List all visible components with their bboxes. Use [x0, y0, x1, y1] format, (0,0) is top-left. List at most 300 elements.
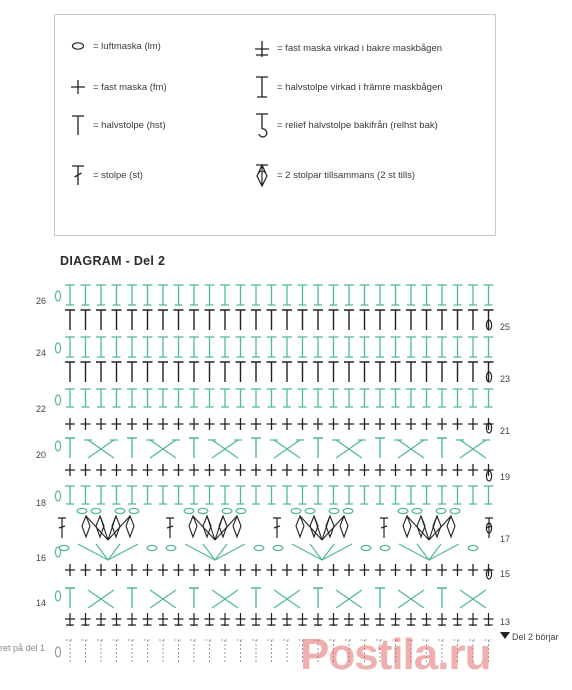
legend-label: = fast maska (fm)	[93, 81, 167, 93]
row-number-left: 24	[35, 348, 46, 358]
hdc-symbol	[406, 362, 416, 382]
hdc-front-loop-symbol	[158, 285, 168, 305]
dc-symbol	[273, 518, 281, 538]
hdc-front-loop-symbol	[313, 285, 323, 305]
hdc-front-loop-symbol	[205, 285, 215, 305]
chain-symbol	[329, 508, 339, 513]
hdc-front-loop-symbol	[484, 389, 494, 407]
hdc-front-loop-symbol	[360, 389, 370, 407]
previous-row-symbol	[128, 640, 136, 662]
hdc-front-loop-symbol	[329, 486, 339, 504]
hdc-symbol	[267, 310, 277, 330]
hdc-front-loop-symbol	[375, 486, 385, 504]
hdc-front-loop-symbol	[391, 285, 401, 305]
sc-symbol	[437, 564, 447, 576]
sc-symbol	[391, 464, 401, 476]
sc-symbol	[205, 564, 215, 576]
sc-symbol	[313, 564, 323, 576]
legend-label: = halvstolpe virkad i främre maskbågen	[277, 81, 443, 93]
hdc-front-loop-symbol	[81, 389, 91, 407]
hdc-front-loop-symbol	[360, 486, 370, 504]
hdc-front-loop-symbol	[406, 285, 416, 305]
hdc-symbol	[313, 310, 323, 330]
hdc-front-loop-symbol	[251, 285, 261, 305]
sc-symbol	[313, 464, 323, 476]
previous-row-symbol	[175, 640, 183, 662]
sc-symbol	[174, 564, 184, 576]
row-number-right: 15	[500, 569, 511, 579]
hdc-front-loop-symbol	[174, 337, 184, 357]
sc-symbol	[453, 464, 463, 476]
hdc-front-loop-symbol	[143, 486, 153, 504]
sc-symbol	[267, 564, 277, 576]
sc-back-loop-symbol	[96, 613, 106, 626]
hdc-front-loop-symbol	[298, 337, 308, 357]
watermark-logo: Postila.ru	[300, 630, 491, 679]
hdc-front-loop-symbol	[360, 285, 370, 305]
sc-symbol	[143, 564, 153, 576]
hdc-front-loop-symbol	[205, 389, 215, 407]
hdc-front-loop-symbol	[189, 285, 199, 305]
hdc-symbol	[313, 588, 323, 608]
hdc-front-loop-symbol	[329, 389, 339, 407]
hdc-front-loop-symbol	[453, 285, 463, 305]
sc-symbol	[205, 464, 215, 476]
hdc-front-loop-symbol	[143, 337, 153, 357]
hdc-front-loop-symbol	[251, 389, 261, 407]
hdc-front-loop-symbol	[298, 285, 308, 305]
chain-symbol	[129, 508, 139, 513]
hdc-front-loop-symbol	[127, 486, 137, 504]
sc-symbol	[468, 418, 478, 430]
chain-symbol	[184, 508, 194, 513]
hdc-front-loop-symbol	[174, 389, 184, 407]
sc-symbol	[391, 418, 401, 430]
sc-back-loop-symbol	[65, 613, 75, 626]
hdc-symbol	[65, 438, 75, 458]
note-previous-part: ret på del 1	[0, 643, 46, 653]
hdc-front-loop-symbol	[96, 337, 106, 357]
sc-symbol	[112, 564, 122, 576]
crossed-stitch-symbol	[398, 590, 424, 608]
sc-symbol	[65, 464, 75, 476]
chain-symbol	[398, 508, 408, 513]
hdc-front-loop-symbol	[313, 486, 323, 504]
sc-symbol	[344, 418, 354, 430]
crossed-stitch-symbol	[146, 440, 180, 458]
hdc-symbol	[360, 362, 370, 382]
sc-symbol	[65, 418, 75, 430]
sc-back-loop-symbol	[360, 613, 370, 626]
hdc-symbol	[437, 310, 447, 330]
chain-symbol	[468, 545, 478, 550]
crossed-stitch-symbol	[270, 440, 304, 458]
row-number-left: 18	[35, 498, 46, 508]
sc-back-loop-symbol	[220, 613, 230, 626]
hdc-symbol	[127, 438, 137, 458]
chain-symbol	[91, 508, 101, 513]
sc-back-loop-symbol	[112, 613, 122, 626]
hdc-front-loop-symbol	[453, 337, 463, 357]
hdc-front-loop-symbol	[65, 486, 75, 504]
hdc-symbol	[236, 362, 246, 382]
hdc-front-loop-symbol	[437, 285, 447, 305]
hdc-front-loop-symbol	[96, 285, 106, 305]
previous-row-symbol	[159, 640, 167, 662]
turning-chain-symbol	[55, 395, 60, 405]
previous-row-symbol	[97, 640, 105, 662]
hdc-front-loop-symbol	[81, 486, 91, 504]
hdc-symbol	[189, 362, 199, 382]
sc-symbol	[298, 464, 308, 476]
hdc-front-loop-symbol	[406, 486, 416, 504]
sc-back-loop-symbol	[468, 613, 478, 626]
hdc-front-loop-symbol	[375, 337, 385, 357]
sc-symbol	[251, 464, 261, 476]
hdc-front-loop-symbol	[437, 337, 447, 357]
hdc-symbol	[313, 362, 323, 382]
hdc-symbol	[375, 588, 385, 608]
hdc-symbol	[81, 362, 91, 382]
sc-symbol	[329, 464, 339, 476]
hdc-front-loop-symbol	[158, 337, 168, 357]
turning-chain-symbol	[55, 343, 60, 353]
hdc-front-loop-symbol	[484, 337, 494, 357]
hdc-front-loop-symbol	[189, 337, 199, 357]
hdc-symbol	[422, 310, 432, 330]
hdc-symbol	[468, 362, 478, 382]
legend-label: = fast maska virkad i bakre maskbågen	[277, 42, 443, 54]
row-number-right: 23	[500, 374, 511, 384]
hdc-symbol	[329, 310, 339, 330]
start-arrow-icon	[500, 632, 510, 639]
sc-symbol	[453, 418, 463, 430]
hdc-front-loop-symbol	[236, 337, 246, 357]
sc-symbol	[236, 564, 246, 576]
hdc-symbol	[127, 362, 137, 382]
chain-symbol	[450, 508, 460, 513]
sc-back-loop-symbol	[189, 613, 199, 626]
hdc-symbol	[174, 310, 184, 330]
hdc-front-loop-symbol	[127, 389, 137, 407]
sc-symbol	[189, 564, 199, 576]
hdc-front-loop-symbol	[96, 486, 106, 504]
sc-symbol	[267, 464, 277, 476]
sc-symbol	[406, 418, 416, 430]
sc-symbol	[282, 564, 292, 576]
hdc-front-loop-symbol	[174, 486, 184, 504]
sc-symbol	[81, 464, 91, 476]
sc-symbol	[236, 464, 246, 476]
sc-symbol	[375, 418, 385, 430]
sc-symbol	[360, 418, 370, 430]
sc-symbol	[158, 564, 168, 576]
previous-row-symbol	[144, 640, 152, 662]
sc-symbol	[422, 564, 432, 576]
legend-label: = halvstolpe (hst)	[93, 119, 166, 131]
sc-back-loop-symbol	[174, 613, 184, 626]
sc-symbol	[437, 418, 447, 430]
sc-symbol	[468, 564, 478, 576]
hdc-symbol	[344, 362, 354, 382]
hdc-front-loop-symbol	[313, 337, 323, 357]
hdc-front-loop-symbol	[422, 337, 432, 357]
hdc-symbol	[391, 362, 401, 382]
sc-symbol	[360, 564, 370, 576]
hdc-symbol	[360, 310, 370, 330]
hdc-front-loop-symbol	[267, 337, 277, 357]
hdc-symbol	[251, 310, 261, 330]
hdc-symbol	[282, 362, 292, 382]
hdc-symbol	[251, 438, 261, 458]
row-number-left: 16	[35, 553, 46, 563]
sc-symbol	[158, 464, 168, 476]
hdc-symbol	[143, 310, 153, 330]
hdc-front-loop-symbol	[344, 337, 354, 357]
chain-symbol	[436, 508, 446, 513]
hdc-front-loop-symbol	[344, 285, 354, 305]
sc-symbol	[236, 418, 246, 430]
hdc-front-loop-symbol	[329, 285, 339, 305]
sc-symbol	[205, 418, 215, 430]
crossed-stitch-symbol	[332, 440, 366, 458]
sc-symbol	[267, 418, 277, 430]
hdc-front-loop-symbol	[282, 389, 292, 407]
hdc-symbol	[127, 310, 137, 330]
hdc-front-loop-symbol	[437, 486, 447, 504]
chain-symbol	[305, 508, 315, 513]
previous-row-symbol	[206, 640, 214, 662]
sc-symbol	[360, 464, 370, 476]
crossed-stitch-symbol	[456, 440, 490, 458]
sc-back-loop-symbol	[344, 613, 354, 626]
sc-back-loop-symbol	[236, 613, 246, 626]
hdc-front-loop-symbol	[81, 285, 91, 305]
hdc-front-loop-symbol	[267, 486, 277, 504]
dc-symbol	[58, 518, 66, 538]
sc-symbol	[220, 418, 230, 430]
hdc-symbol	[422, 362, 432, 382]
row-number-right: 25	[500, 322, 511, 332]
hdc-symbol	[127, 588, 137, 608]
hdc-front-loop-symbol	[468, 285, 478, 305]
sc-back-loop-symbol	[484, 613, 494, 626]
sc-back-loop-symbol	[127, 613, 137, 626]
previous-row-symbol	[221, 640, 229, 662]
sc-symbol	[174, 464, 184, 476]
legend-label: = relief halvstolpe bakifrån (relhst bak)	[277, 119, 438, 131]
hdc-symbol	[220, 310, 230, 330]
sc-back-loop-symbol	[267, 613, 277, 626]
chain-symbol	[343, 508, 353, 513]
sc-symbol	[189, 418, 199, 430]
previous-row-symbol	[252, 640, 260, 662]
sc-symbol	[127, 564, 137, 576]
fan-stitch-line	[78, 544, 138, 560]
sc-symbol	[422, 464, 432, 476]
hdc-symbol	[112, 362, 122, 382]
chain-symbol	[361, 545, 371, 550]
hdc-front-loop-symbol	[205, 486, 215, 504]
hdc-symbol	[189, 438, 199, 458]
previous-row-symbol	[283, 640, 291, 662]
sc-symbol	[468, 464, 478, 476]
legend-label: = stolpe (st)	[93, 169, 143, 181]
hdc-front-loop-symbol	[251, 337, 261, 357]
sc-symbol	[344, 564, 354, 576]
sc-back-loop-symbol	[437, 613, 447, 626]
hdc-front-loop-symbol	[158, 486, 168, 504]
hdc-symbol	[112, 310, 122, 330]
chain-symbol	[412, 508, 422, 513]
hdc-symbol	[453, 362, 463, 382]
chain-symbol	[222, 508, 232, 513]
crossed-stitch-symbol	[274, 590, 300, 608]
hdc-front-loop-symbol	[220, 337, 230, 357]
sc-symbol	[375, 464, 385, 476]
hdc-front-loop-symbol	[236, 285, 246, 305]
crossed-stitch-symbol	[88, 590, 114, 608]
hdc-front-loop-symbol	[422, 486, 432, 504]
row-number-left: 14	[35, 598, 46, 608]
sc-symbol	[437, 464, 447, 476]
hdc-front-loop-symbol	[112, 285, 122, 305]
hdc-symbol	[344, 310, 354, 330]
previous-row-symbol	[268, 640, 276, 662]
sc-back-loop-symbol	[329, 613, 339, 626]
sc-back-loop-symbol	[391, 613, 401, 626]
sc-symbol	[81, 564, 91, 576]
hdc-front-loop-symbol	[267, 285, 277, 305]
hdc-front-loop-symbol	[65, 389, 75, 407]
hdc-front-loop-symbol	[81, 337, 91, 357]
hdc-symbol	[189, 310, 199, 330]
hdc-front-loop-symbol	[313, 389, 323, 407]
sc-symbol	[96, 464, 106, 476]
sc-symbol	[127, 464, 137, 476]
previous-row-symbol	[66, 640, 74, 662]
hdc-symbol	[453, 310, 463, 330]
hdc-symbol	[96, 310, 106, 330]
hdc-front-loop-symbol	[112, 389, 122, 407]
fan-stitch-line	[399, 544, 459, 560]
hdc-front-loop-symbol	[282, 337, 292, 357]
hdc-front-loop-symbol	[282, 285, 292, 305]
hdc-front-loop-symbol	[220, 389, 230, 407]
hdc-symbol	[143, 362, 153, 382]
sc-back-loop-symbol	[251, 613, 261, 626]
sc-symbol	[112, 418, 122, 430]
sc-back-loop-symbol	[282, 613, 292, 626]
sc-back-loop-symbol	[158, 613, 168, 626]
hdc-front-loop-symbol	[143, 389, 153, 407]
diagram-title: DIAGRAM - Del 2	[60, 254, 166, 268]
hdc-symbol	[437, 438, 447, 458]
hdc-front-loop-symbol	[453, 389, 463, 407]
fan-stitch-line	[292, 544, 352, 560]
previous-row-symbol	[190, 640, 198, 662]
hdc-front-loop-symbol	[112, 486, 122, 504]
chain-symbol	[198, 508, 208, 513]
hdc-front-loop-symbol	[282, 486, 292, 504]
dc-symbol	[166, 518, 174, 538]
chain-symbol	[166, 545, 176, 550]
hdc-front-loop-symbol	[406, 337, 416, 357]
chain-symbol	[254, 545, 264, 550]
chain-symbol	[115, 508, 125, 513]
chain-symbol	[147, 545, 157, 550]
chain-symbol	[380, 545, 390, 550]
hdc-symbol	[65, 588, 75, 608]
crossed-stitch-symbol	[150, 590, 176, 608]
hdc-front-loop-symbol	[143, 285, 153, 305]
sc-symbol	[329, 564, 339, 576]
chain-symbol	[236, 508, 246, 513]
hdc-symbol	[282, 310, 292, 330]
chain-symbol	[291, 508, 301, 513]
sc-symbol	[143, 464, 153, 476]
sc-symbol	[453, 564, 463, 576]
sc-symbol	[112, 464, 122, 476]
sc-back-loop-symbol	[375, 613, 385, 626]
hdc-symbol	[236, 310, 246, 330]
hdc-symbol	[298, 310, 308, 330]
turning-chain-symbol	[55, 491, 60, 501]
hdc-front-loop-symbol	[422, 389, 432, 407]
crossed-stitch-symbol	[208, 440, 242, 458]
hdc-symbol	[298, 362, 308, 382]
hdc-front-loop-symbol	[391, 389, 401, 407]
hdc-front-loop-symbol	[406, 389, 416, 407]
crossed-stitch-symbol	[212, 590, 238, 608]
note-part-2-start: Del 2 börjar	[512, 632, 559, 642]
sc-symbol	[127, 418, 137, 430]
hdc-front-loop-symbol	[437, 389, 447, 407]
dc-symbol	[380, 518, 388, 538]
sc-symbol	[143, 418, 153, 430]
hdc-symbol	[158, 310, 168, 330]
hdc-front-loop-symbol	[251, 486, 261, 504]
hdc-front-loop-symbol	[112, 337, 122, 357]
sc-symbol	[313, 418, 323, 430]
hdc-front-loop-symbol	[220, 486, 230, 504]
row-number-right: 19	[500, 472, 511, 482]
sc-symbol	[391, 564, 401, 576]
hdc-symbol	[174, 362, 184, 382]
chain-symbol	[77, 508, 87, 513]
hdc-symbol	[313, 438, 323, 458]
row-number-left: 26	[35, 296, 46, 306]
hdc-symbol	[65, 362, 75, 382]
turning-chain-symbol	[55, 291, 60, 301]
crossed-stitch-symbol	[84, 440, 118, 458]
hdc-symbol	[220, 362, 230, 382]
hdc-front-loop-symbol	[298, 486, 308, 504]
hdc-symbol	[468, 310, 478, 330]
hdc-front-loop-symbol	[360, 337, 370, 357]
sc-symbol	[422, 418, 432, 430]
sc-symbol	[220, 464, 230, 476]
hdc-front-loop-symbol	[189, 389, 199, 407]
hdc-symbol	[329, 362, 339, 382]
sc-symbol	[81, 418, 91, 430]
sc-symbol	[406, 464, 416, 476]
hdc-front-loop-symbol	[205, 337, 215, 357]
sc-back-loop-symbol	[205, 613, 215, 626]
row-number-left: 20	[35, 450, 46, 460]
hdc-front-loop-symbol	[236, 389, 246, 407]
legend-label: = 2 stolpar tillsammans (2 st tills)	[277, 169, 416, 181]
